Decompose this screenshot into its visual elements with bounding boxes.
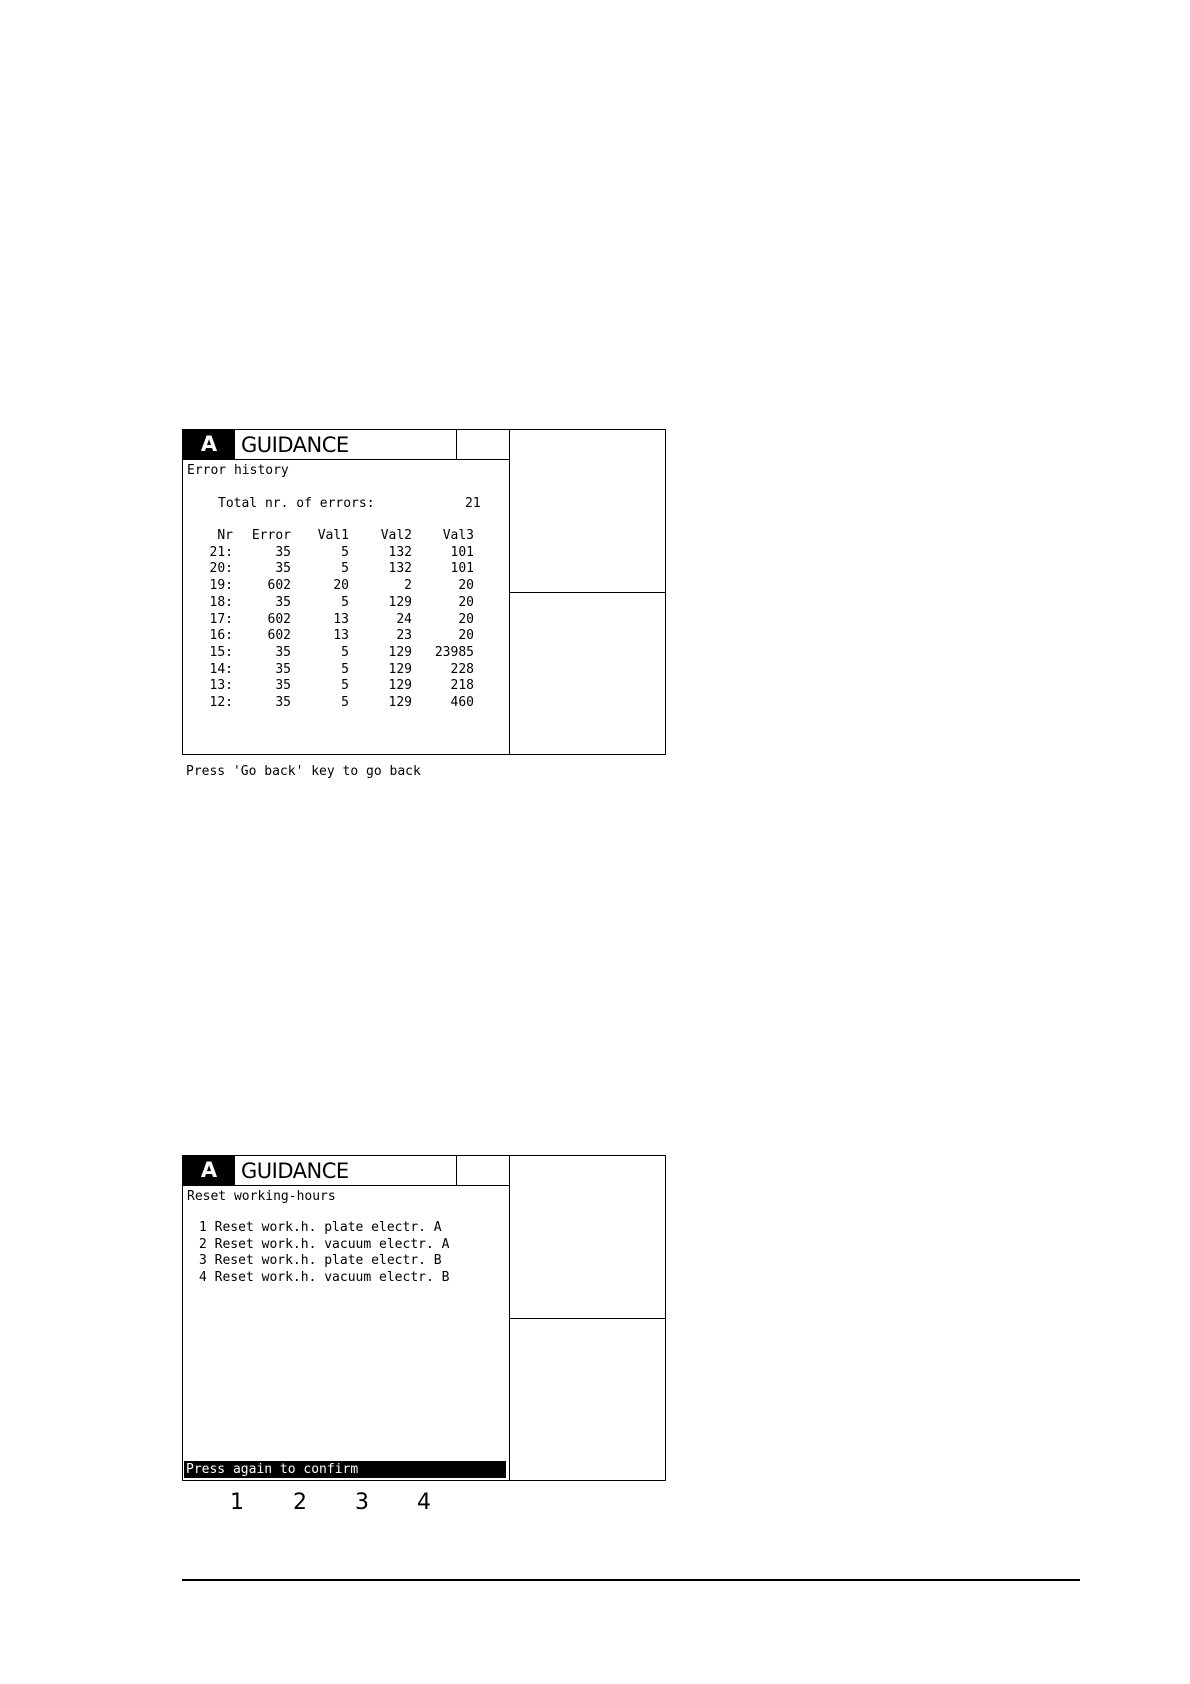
column-header-nr: Nr — [217, 528, 233, 543]
cell-val1: 5 — [341, 695, 349, 711]
softkey-2[interactable]: 2 — [293, 1490, 307, 1515]
header-status-box — [456, 1156, 509, 1185]
menu-item-reset-vacuum-b[interactable]: 4 Reset work.h. vacuum electr. B — [199, 1270, 450, 1286]
menu-item-reset-vacuum-a[interactable]: 2 Reset work.h. vacuum electr. A — [199, 1236, 450, 1252]
table-row — [201, 595, 474, 612]
softkey-1[interactable]: 1 — [230, 1490, 244, 1515]
cell-val1: 13 — [333, 628, 349, 644]
table-row — [201, 545, 474, 562]
cell-error: 35 — [275, 644, 291, 660]
cell-val1: 5 — [341, 594, 349, 610]
reset-menu — [199, 1220, 449, 1287]
cell-val1: 5 — [341, 561, 349, 577]
cell-error: 35 — [275, 695, 291, 711]
cell-nr: 14: — [209, 661, 233, 677]
table-row — [201, 662, 474, 679]
cell-val2: 2 — [404, 578, 412, 594]
main-pane — [183, 430, 510, 754]
main-pane — [183, 1156, 510, 1480]
cell-error: 35 — [275, 661, 291, 677]
cell-val1: 5 — [341, 644, 349, 660]
table-row — [201, 645, 474, 662]
cell-val2: 129 — [388, 678, 412, 694]
cell-val1: 20 — [333, 578, 349, 594]
softkey-panel-top — [510, 430, 665, 593]
screen-title: GUIDANCE — [241, 1159, 349, 1183]
confirm-message-bar: Press again to confirm — [184, 1461, 506, 1478]
cell-val3: 101 — [450, 544, 474, 560]
cell-val3: 460 — [450, 695, 474, 711]
cell-val2: 129 — [388, 644, 412, 660]
mode-indicator: A — [183, 1156, 235, 1185]
mode-indicator: A — [183, 430, 235, 459]
softkey-labels — [182, 1488, 482, 1518]
cell-val1: 5 — [341, 678, 349, 694]
cell-val3: 23985 — [434, 644, 474, 660]
cell-nr: 16: — [209, 628, 233, 644]
cell-error: 602 — [267, 628, 291, 644]
screen-subtitle: Error history — [187, 463, 289, 478]
screen-subtitle: Reset working-hours — [187, 1189, 336, 1204]
cell-error: 35 — [275, 544, 291, 560]
table-header-row — [201, 528, 474, 545]
cell-nr: 12: — [209, 695, 233, 711]
reset-working-hours-screen — [182, 1155, 666, 1481]
error-history-table — [201, 528, 474, 712]
menu-item-reset-plate-b[interactable]: 3 Reset work.h. plate electr. B — [199, 1253, 442, 1269]
cell-error: 602 — [267, 578, 291, 594]
total-errors-label: Total nr. of errors: — [218, 496, 375, 511]
table-row — [201, 612, 474, 629]
cell-val3: 101 — [450, 561, 474, 577]
cell-val1: 13 — [333, 611, 349, 627]
cell-val2: 132 — [388, 561, 412, 577]
cell-nr: 15: — [209, 644, 233, 660]
cell-val1: 5 — [341, 544, 349, 560]
page-footer-rule — [182, 1579, 1080, 1581]
cell-error: 602 — [267, 611, 291, 627]
cell-nr: 19: — [209, 578, 233, 594]
screen-header — [183, 1156, 509, 1186]
total-errors-value: 21 — [465, 496, 481, 511]
screen-title: GUIDANCE — [241, 433, 349, 457]
column-header-error: Error — [251, 528, 291, 543]
softkey-4[interactable]: 4 — [417, 1490, 431, 1515]
table-row — [201, 628, 474, 645]
cell-val3: 20 — [458, 594, 474, 610]
header-status-box — [456, 430, 509, 459]
cell-val2: 129 — [388, 661, 412, 677]
cell-val3: 20 — [458, 578, 474, 594]
column-header-val2: Val2 — [380, 528, 412, 543]
cell-val3: 20 — [458, 611, 474, 627]
cell-nr: 18: — [209, 594, 233, 610]
softkey-3[interactable]: 3 — [355, 1490, 369, 1515]
cell-val2: 24 — [396, 611, 412, 627]
cell-val2: 129 — [388, 695, 412, 711]
column-header-val3: Val3 — [442, 528, 474, 543]
table-row — [201, 695, 474, 712]
cell-val3: 218 — [450, 678, 474, 694]
cell-val1: 5 — [341, 661, 349, 677]
softkey-panel-bottom — [510, 593, 665, 754]
column-header-val1: Val1 — [317, 528, 349, 543]
status-message: Press 'Go back' key to go back — [186, 764, 421, 779]
menu-item-reset-plate-a[interactable]: 1 Reset work.h. plate electr. A — [199, 1220, 442, 1235]
cell-val2: 23 — [396, 628, 412, 644]
cell-error: 35 — [275, 561, 291, 577]
cell-val2: 129 — [388, 594, 412, 610]
cell-val3: 20 — [458, 628, 474, 644]
cell-val3: 228 — [450, 661, 474, 677]
cell-error: 35 — [275, 678, 291, 694]
cell-nr: 20: — [209, 561, 233, 577]
error-history-screen — [182, 429, 666, 755]
softkey-panel-bottom — [510, 1319, 665, 1480]
cell-val2: 132 — [388, 544, 412, 560]
table-row — [201, 578, 474, 595]
cell-nr: 13: — [209, 678, 233, 694]
softkey-panel-top — [510, 1156, 665, 1319]
cell-error: 35 — [275, 594, 291, 610]
table-row — [201, 561, 474, 578]
table-row — [201, 678, 474, 695]
cell-nr: 21: — [209, 544, 233, 560]
cell-nr: 17: — [209, 611, 233, 627]
screen-header — [183, 430, 509, 460]
